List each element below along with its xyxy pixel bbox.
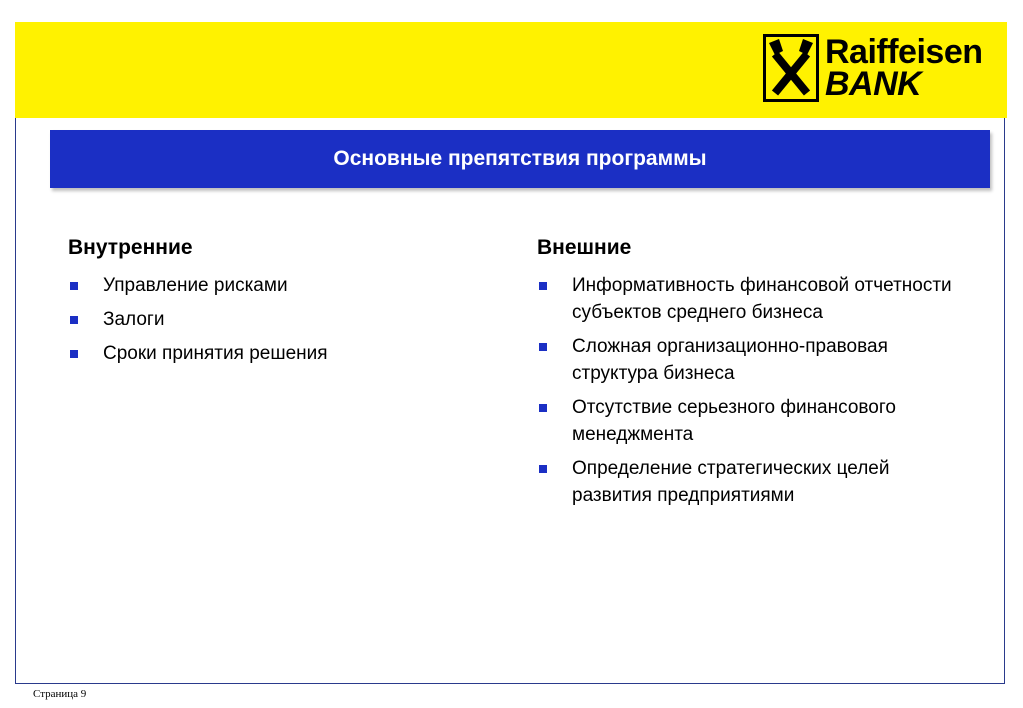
internal-list <box>68 272 488 367</box>
external-column <box>537 236 957 516</box>
crossed-horses-icon <box>763 34 819 102</box>
square-bullet-icon <box>70 350 78 358</box>
brand-name: Raiffeisen <box>825 33 983 71</box>
square-bullet-icon <box>539 282 547 290</box>
list-item: Залоги <box>68 306 488 333</box>
square-bullet-icon <box>539 404 547 412</box>
list-item: Сроки принятия решения <box>68 340 488 367</box>
page-title: Основные препятствия программы <box>333 147 707 170</box>
square-bullet-icon <box>70 282 78 290</box>
external-list <box>537 272 957 509</box>
page-number: Страница 9 <box>33 688 87 700</box>
square-bullet-icon <box>70 316 78 324</box>
list-item: Определение стратегических целей развития предприятиями <box>537 455 957 509</box>
title-bar <box>50 130 990 188</box>
internal-column <box>68 236 488 374</box>
external-heading: Внешние <box>537 236 632 259</box>
list-item: Информативность финансовой отчетности субъектов среднего бизнеса <box>537 272 957 326</box>
list-item: Сложная организационно-правовая структура бизнеса <box>537 333 957 387</box>
brand-bank: BANK <box>825 65 922 103</box>
square-bullet-icon <box>539 343 547 351</box>
list-item: Отсутствие серьезного финансового менеджмента <box>537 394 957 448</box>
list-item: Управление рисками <box>68 272 488 299</box>
square-bullet-icon <box>539 465 547 473</box>
raiffeisen-logo <box>763 33 983 103</box>
internal-heading: Внутренние <box>68 236 193 259</box>
